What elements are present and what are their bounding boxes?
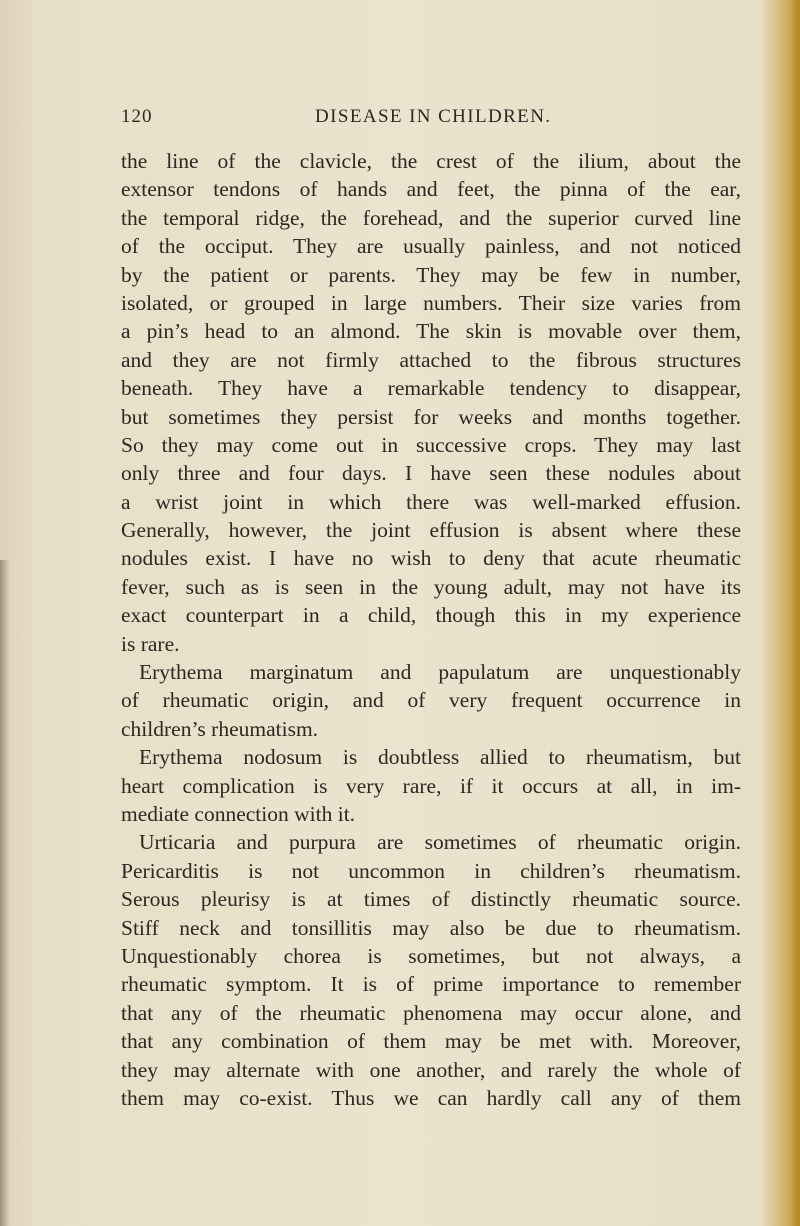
text-line: Pericarditis is not uncommon in children’s rheumatism. (121, 858, 741, 883)
text-line: that any of the rheumatic phenomena may occur alone, and (121, 1000, 741, 1025)
text-line: they may alternate with one another, and rarely the whole of (121, 1057, 741, 1082)
text-line: Stiff neck and tonsillitis may also be due to rheumatism. (121, 915, 741, 940)
text-line: Serous pleurisy is at times of distinctly rheumatic source. (121, 887, 741, 912)
page-edge-stain (791, 0, 800, 1226)
running-title: DISEASE IN CHILDREN. (315, 106, 552, 127)
text-line: isolated, or grouped in large numbers. Their size varies from (121, 290, 741, 315)
text-line: fever, such as is seen in the young adult, may not have its (121, 574, 741, 599)
text-line: that any combination of them may be met with. Moreover, (121, 1029, 741, 1054)
text-line: the temporal ridge, the forehead, and the superior curved line (121, 205, 741, 230)
text-line: a pin’s head to an almond. The skin is movable over them, (121, 319, 741, 344)
text-line: Urticaria and purpura are sometimes of rheumatic origin. (139, 830, 741, 855)
text-line: Erythema nodosum is doubtless allied to rheumatism, but (139, 745, 741, 770)
text-line: them may co-exist. Thus we can hardly call any of them (121, 1085, 741, 1110)
text-line: and they are not firmly attached to the fibrous structures (121, 347, 741, 372)
text-line: extensor tendons of hands and feet, the pinna of the ear, (121, 177, 741, 202)
text-line: of the occiput. They are usually painless, and not noticed (121, 234, 741, 259)
text-line: Unquestionably chorea is sometimes, but not always, a (121, 943, 741, 968)
text-line: but sometimes they persist for weeks and months together. (121, 404, 741, 429)
text-line: a wrist joint in which there was well-marked effusion. (121, 489, 741, 514)
text-line: Erythema marginatum and papulatum are unquestionably (139, 660, 741, 685)
text-line: of rheumatic origin, and of very frequent occurrence in (121, 688, 741, 713)
page-gutter-shadow (0, 560, 10, 1226)
text-line: only three and four days. I have seen these nodules about (121, 461, 741, 486)
text-line: by the patient or parents. They may be few in number, (121, 262, 741, 287)
text-line: mediate connection with it. (121, 801, 356, 826)
text-line: Generally, however, the joint effusion is absent where these (121, 518, 741, 543)
text-line: heart complication is very rare, if it occurs at all, in im- (121, 773, 741, 798)
text-line: So they may come out in successive crops. They may last (121, 432, 741, 457)
text-line: exact counterpart in a child, though this in my experience (121, 603, 741, 628)
text-line: the line of the clavicle, the crest of the ilium, about the (121, 149, 741, 173)
text-line: beneath. They have a remarkable tendency to disappear, (121, 376, 741, 401)
page-number: 120 (121, 106, 153, 127)
text-line: rheumatic symptom. It is of prime importance to remember (121, 972, 741, 997)
text-line: nodules exist. I have no wish to deny that acute rheumatic (121, 546, 741, 571)
body-text (121, 147, 741, 1112)
text-line: is rare. (121, 631, 180, 656)
running-header (121, 106, 741, 132)
text-line: children’s rheumatism. (121, 716, 319, 741)
